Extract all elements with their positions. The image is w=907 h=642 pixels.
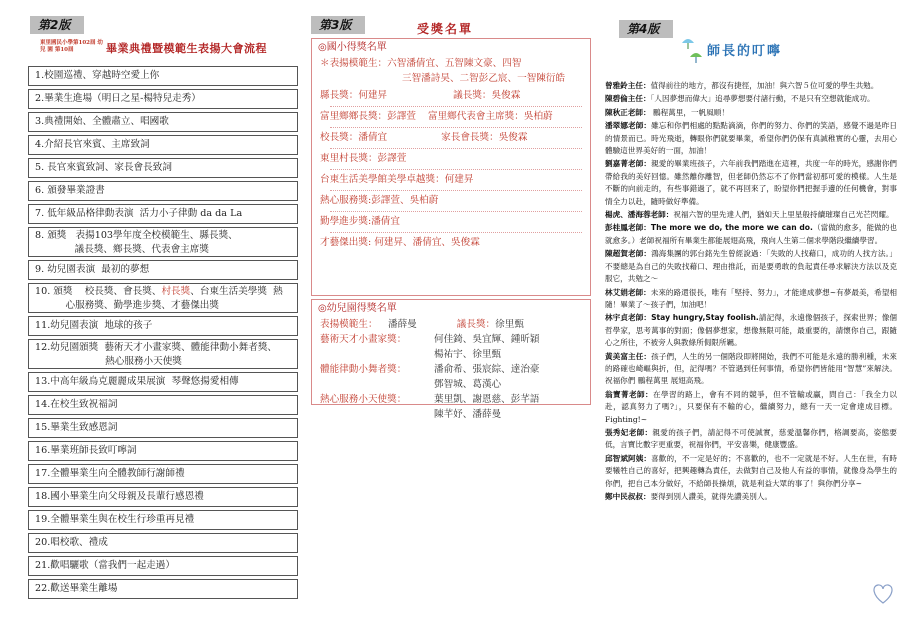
- teacher-messages: [605, 80, 897, 504]
- kindergarten-award-row: 表揚模範生： 潘薛曼 議長獎： 徐里甄: [320, 319, 524, 330]
- progress-award: 勤學進步獎:潘倩宜: [320, 216, 400, 227]
- program-item: 17.全體畢業生向全體教師行謝師禮: [28, 464, 298, 484]
- program-item: 20.唱校歌、禮成: [28, 533, 298, 553]
- teacher-message: 曾雅鈴主任：值得前往的地方，都沒有捷徑，加油！與六智５位可愛的學生共勉。: [605, 81, 879, 90]
- county-speaker-line: [312, 86, 590, 106]
- program-item: 21.歡唱驪歌（當我們一起走過）: [28, 556, 298, 576]
- program-item: 14.在校生致祝福詞: [28, 395, 298, 415]
- kindergarten-award-row: 藝術天才小畫家獎： 何佳錡、吳宜輝、鍾昕穎: [320, 334, 540, 345]
- program-list: [28, 66, 298, 602]
- kindergarten-award-row: 鄧智城、葛漢心: [434, 379, 502, 390]
- page2-edition-tag: 第2版: [30, 16, 84, 34]
- township-line: [312, 107, 590, 127]
- service-award: 熱心服務獎:彭譯萱、吳柏蔚: [320, 195, 439, 206]
- program-item: 9. 幼兒園表演 最初的夢想: [28, 260, 298, 280]
- teacher-message: 張秀妃老師：親愛的孩子們，請記得不可使誠實，慈愛溫馨你們，格調要高，姿態要低，言寶比數字更重要，祝福你們，平安喜樂，健康豐盛。: [605, 427, 898, 450]
- speaker-award: 議長獎：吳俊霖: [453, 90, 521, 101]
- teacher-message: 林宇貞老師：Stay hungry,Stay foolish.請記得，永遠像個孩子，探索世界；像個哲學家，思考萬事的對面；像個夢想家，想像無限可能，最重要的，請懷你自己，跟隨心之所往，不被旁人與教條所侷限所羈。: [605, 313, 898, 348]
- village-award: 東里村長獎：彭譯萱: [320, 153, 407, 164]
- program-item: 10. 頒獎 校長獎、會長獎、村長獎、台東生活美學獎 熱 心服務獎、勤學進步獎、才藝傑出獎: [28, 283, 298, 313]
- umbrella-icon: [681, 36, 695, 50]
- program-item: 16.畢業班師長致叮嚀詞: [28, 441, 298, 461]
- aesthetics-award: 台東生活美學館美學卓越獎：何建昇: [320, 174, 474, 185]
- teacher-message: 潘翠娜老師：雖忘和你們相處的點點滴滴，你們的努力、你們的笑語，感覺不過是昨日的情景而已。時光飛逝，轉眼你們就要畢業，希望你們仍保有真誠稚實的心靈，去用心體驗這世界美好的一面，加油！: [605, 121, 898, 156]
- council-chair-award: 富里鄉代表會主席獎：吳柏蔚: [427, 111, 553, 122]
- heart-stamp-icon: [870, 580, 896, 606]
- program-item: 5. 長官來賓致詞、家長會長致詞: [28, 158, 298, 178]
- talent-award: 才藝傑出獎: 何建昇、潘倩宜、吳俊霖: [320, 237, 480, 248]
- township-mayor-award: 富里鄉鄉長獎：彭譯萱: [320, 111, 416, 122]
- program-item: 4.介紹長官來賓、主席致詞: [28, 135, 298, 155]
- page2-header: [28, 14, 298, 58]
- pta-award: 家長會長獎：吳俊霖: [441, 132, 528, 143]
- teacher-message: 邱智斌阿姨：喜歡的，不一定是好的；不喜歡的，也不一定就是不好。人生在世，有時要犧牲自己的喜好，把興趣轉為責任，去做對自己及他人有益的事情，就像身為學生的你們，把自己本分做好，不給師長操煩，就是利益大眾的事了！與你們分享~: [605, 453, 898, 488]
- kindergarten-awards-heading: ◎幼兒園得獎名單: [318, 303, 397, 314]
- page3-header: [311, 14, 595, 40]
- teacher-message: 彭桂鳳老師：The more we do, the more we can do.（當做的愈多，能做的也就愈多。）老師祝福所有畢業生都能展翅高飛，飛向人生第二個求學階段繼續學習。: [605, 223, 898, 245]
- elementary-awards-heading: ◎國小得獎名單: [318, 42, 387, 53]
- program-item: 19.全體畢業生與在校生行珍重再見禮: [28, 510, 298, 530]
- principal-award: 校長獎：潘倩宜: [320, 132, 388, 143]
- teacher-message: 陳超賀老師：鴻海集團的郭台銘先生曾經說過：「失敗的人找藉口，成功的人找方法。」不要總是為自己的失敗找藉口、理由推託，而是要勇敢的負起責任尋求解決方法以及克服它，共勉之～: [605, 249, 897, 284]
- teacher-message: 林艾娟老師：未來的路還很長，唯有「堅持、努力」，才能達成夢想~有夢最美，希望相隨！畢業了～孩子們，加油吧！: [605, 287, 897, 309]
- teacher-message: 翁寶菁老師：在學習的路上，會有不同的競爭，但不管輸或贏，問自己：「我全力以赴，認真努力了嗎?」，只要保有不輸的心，繼續努力，總有一天一定會達成目標。Fighting!~: [605, 389, 898, 424]
- page3-column: [311, 14, 595, 420]
- page3-title: 受獎名單: [417, 22, 474, 36]
- page2-title: 畢業典禮暨模範生表揚大會流程: [106, 42, 267, 55]
- kindergarten-award-row: 陳芊妤、潘薛曼: [434, 409, 502, 420]
- kindergarten-award-row: 楊祐宇、徐里甄: [434, 349, 502, 360]
- page2-small-caption: 東里國民小學第102屆 幼 兒 園 第10屆: [40, 40, 103, 53]
- program-item: 1.校園巡禮、穿越時空愛上你: [28, 66, 298, 86]
- program-item: 11.幼兒園表演 地球的孩子: [28, 316, 298, 336]
- umbrella-icon: [689, 50, 703, 64]
- teacher-message: 劉嘉菁老師：親愛的畢業班孩子，六年前我們踏進在這裡，共度一年的時光，感謝你們帶給我的美好回憶。雖然離你離智，但老師仍然忘不了你們當初那可愛的模樣。人生是不斷的向前走的，有些事錯過了，就不再回來了，盼望你們把握手邊的任何機會，對事情全力以赴，隨時做好準備。: [605, 159, 898, 206]
- page4-title: 師長的叮嚀: [707, 44, 783, 59]
- teacher-message: 陳秋正老師： 鵬程萬里，一帆風順！: [605, 107, 729, 117]
- page3-edition-tag: 第3版: [311, 16, 365, 34]
- page4-edition-tag: 第4版: [619, 20, 673, 38]
- elementary-awards-box: [311, 38, 591, 296]
- program-item: 3.典禮開始、全體肅立、唱國歌: [28, 112, 298, 132]
- page4-column: [603, 14, 899, 501]
- program-item: 22.歡送畢業生離場: [28, 579, 298, 599]
- teacher-message: 鄭中民叔叔：要得到別人讚美，就得先讚美別人。: [605, 492, 773, 501]
- program-item: 8. 頒獎 表揚103學年度全校模範生、縣長獎、 議長獎、鄉長獎、代表會主席獎: [28, 227, 298, 257]
- model-students-line1: ＊表揚模範生：六智潘倩宜、五智陳文豪、四智: [320, 58, 522, 69]
- program-item: 6. 頒發畢業證書: [28, 181, 298, 201]
- page2-column: [28, 14, 298, 594]
- program-item: 7. 低年級品格律動表演 活力小子律動 da da La: [28, 204, 298, 224]
- teacher-message: 黃美富主任：孩子們，人生的另一個階段即將開始，我們不可能是永遠的勝利種，未來的路確也崎嶇與折，但，記得嗎？不管遇到任何事情，希望你們皆能用“智慧”來解決。祝福你們 鵬程萬里 展翅高飛。: [605, 351, 898, 386]
- program-item: 18.國小畢業生向父母親及長輩行感恩禮: [28, 487, 298, 507]
- teacher-message: 楊虎、潘海蓉老師：祝福六智的里先達人們，猶如天上里星般持續璀璨自己光芒閃耀。: [605, 210, 894, 220]
- kindergarten-award-row: 熱心服務小天使獎： 葉里凱、謝恩慈、彭芊語: [320, 394, 540, 405]
- page4-header: [603, 14, 899, 74]
- kindergarten-award-row: 體能律動小舞者獎： 潘俞希、張宸綜、達治豪: [320, 364, 540, 375]
- program-item: 15.畢業生致感恩詞: [28, 418, 298, 438]
- program-item: 2.畢業生進場（明日之星-楊特兒走秀）: [28, 89, 298, 109]
- county-mayor-award: 縣長獎：何建昇: [320, 90, 388, 101]
- kindergarten-awards-box: [311, 299, 591, 420]
- program-item: 13.中高年級烏克麗麗成果展演 琴聲悠揚愛相傳: [28, 372, 298, 392]
- model-students-line2: 三智潘詩昊、二智彭乙宸、一智陳衍皓: [402, 73, 566, 84]
- principal-pta-line: [312, 128, 590, 148]
- teacher-message: 陳碧倫主任：「人因夢想而偉大」追尋夢想要付諸行動，不是只有空想就能成功。: [605, 94, 875, 104]
- program-item: 12.幼兒園頒獎 藝術天才小畫家獎、體能律動小舞者獎、 熱心服務小天使獎: [28, 339, 298, 369]
